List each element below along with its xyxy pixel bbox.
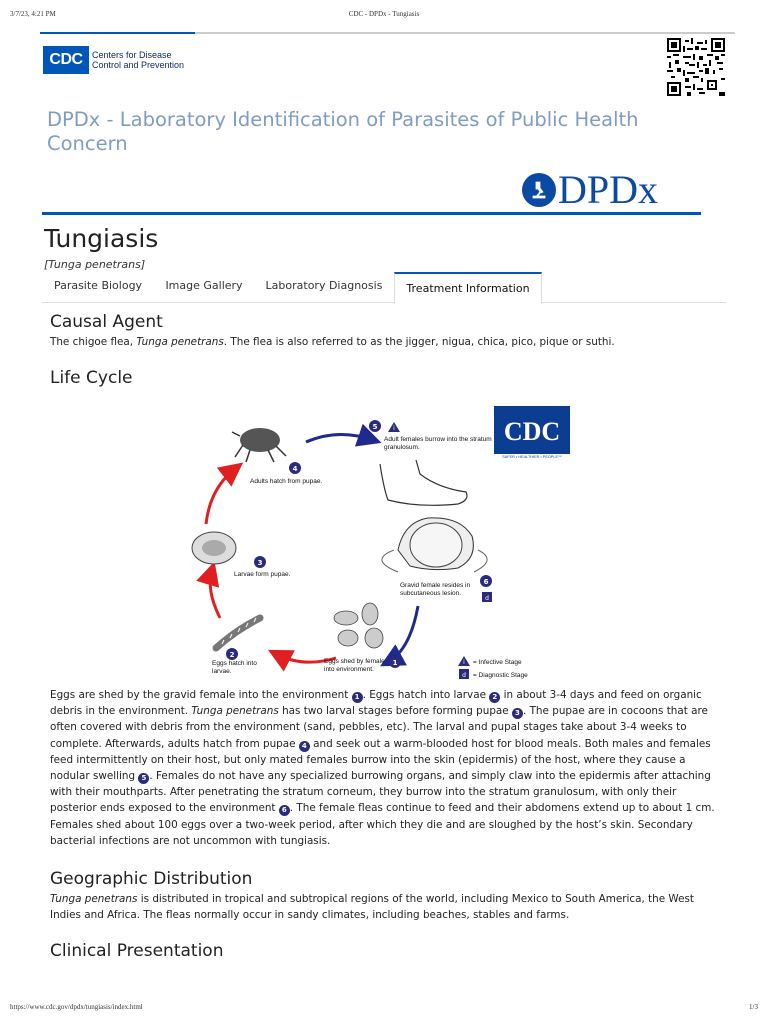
print-url: https://www.cdc.gov/dpdx/tungiasis/index.html	[10, 1003, 143, 1011]
print-header	[0, 10, 768, 24]
geographic-distribution-text: Tunga penetrans is distributed in tropical and subtropical regions of the world, including Mexico to South America, the West Indies and Africa. The fleas normally occur in sandy climates, including beaches, stables and farms.	[50, 893, 694, 922]
larvae-image	[216, 618, 260, 648]
stage-2-marker-inline: 2	[489, 692, 500, 703]
microscope-icon	[522, 173, 556, 207]
print-title: CDC - DPDx - Tungiasis	[348, 10, 420, 18]
stage-5-marker-inline: 5	[138, 773, 149, 784]
arrow-4-to-5	[306, 434, 373, 442]
life-cycle-diagram	[188, 400, 580, 688]
label-stage-1: Eggs shed by female into environment.	[324, 658, 385, 673]
cdc-logo-mark: CDC	[43, 46, 89, 74]
life-cycle-heading: Life Cycle	[50, 368, 133, 388]
legend-infective: = Infective Stage	[473, 659, 522, 666]
cdc-logo[interactable]	[43, 46, 184, 74]
foot-image	[380, 460, 467, 505]
tab-treatment-information[interactable]: Treatment Information	[394, 272, 542, 304]
legend-diagnostic-icon: d	[462, 672, 466, 679]
stage-4-marker-inline: 4	[299, 741, 310, 752]
diagnostic-marker-6: d	[485, 595, 489, 602]
qr-code-icon	[667, 38, 725, 96]
svg-text:SAFER • HEALTHIER • PEOPLE™: SAFER • HEALTHIER • PEOPLE™	[502, 455, 562, 459]
label-stage-2: Eggs hatch into larvae.	[212, 660, 257, 675]
page-subtitle: [Tunga penetrans]	[44, 258, 146, 271]
legend-infective-icon: i	[463, 659, 465, 666]
svg-text:CDC: CDC	[503, 417, 561, 446]
cdc-badge-logo	[494, 406, 570, 459]
label-stage-4: Adults hatch from pupae.	[250, 478, 323, 485]
subcutaneous-lesion-image	[382, 518, 487, 572]
clinical-presentation-heading: Clinical Presentation	[50, 941, 224, 961]
stage-4-marker: 4	[292, 465, 298, 473]
header-divider	[42, 212, 701, 215]
stage-1-marker: 1	[392, 659, 398, 667]
stage-6-marker: 6	[483, 578, 489, 586]
dpdx-logo-text: DPDx	[558, 167, 659, 212]
stage-1-marker-inline: 1	[352, 692, 363, 703]
label-stage-3: Larvae form pupae.	[234, 571, 291, 578]
dpdx-logo[interactable]	[522, 167, 659, 212]
tab-laboratory-diagnosis[interactable]: Laboratory Diagnosis	[265, 279, 383, 292]
causal-agent-heading: Causal Agent	[50, 312, 163, 332]
tab-image-gallery[interactable]: Image Gallery	[165, 279, 243, 292]
site-title: DPDx - Laboratory Identification of Parasites of Public Health Concern	[47, 108, 639, 155]
eggs-image	[334, 603, 383, 648]
print-datetime: 3/7/23, 4:21 PM	[10, 10, 56, 18]
pupae-image	[192, 532, 236, 564]
tab-bar	[42, 272, 726, 303]
page-title: Tungiasis	[44, 224, 159, 253]
stage-2-marker: 2	[229, 651, 235, 659]
cdc-logo-text: Centers for Disease Control and Prevention	[92, 50, 185, 70]
infective-marker-5: i	[393, 425, 395, 432]
adult-flea-image	[232, 428, 286, 462]
stage-6-marker-inline: 6	[279, 805, 290, 816]
print-page-number: 1/3	[749, 1003, 758, 1011]
arrow-2-to-3	[210, 570, 220, 618]
arrow-6-to-1	[388, 606, 418, 662]
label-stage-6: Gravid female resides in subcutaneous lesion.	[400, 582, 471, 597]
tab-parasite-biology[interactable]: Parasite Biology	[53, 279, 143, 292]
top-divider	[40, 32, 735, 34]
stage-5-marker: 5	[372, 423, 378, 431]
label-stage-5: Adult females burrow into the stratum granulosum.	[384, 436, 492, 451]
stage-3-marker-inline: 3	[512, 708, 523, 719]
geographic-distribution-heading: Geographic Distribution	[50, 869, 253, 889]
print-footer	[0, 1003, 768, 1017]
life-cycle-text: Eggs are shed by the gravid female into the environment 1 . Eggs hatch into larvae 2 in about 3-4 days and feed on organic debris in the environment. Tunga penetrans has two larval stages before forming pupae 3 . The pupae are in cocoons that are often covered with debris from the environment (sand, pebbles, etc). The larval and pupal stages take about 3-4 weeks to complete. Afterwards, adults hatch from pupae 4 and seek out a warm-blooded host for blood meals. Both males and females feed intermittently on their host, but only mated females burrow into the skin (epidermis) of the host, where they cause a nodular swelling 5 . Females do not have any specialized burrowing organs, and simply claw into the epidermis after attaching with their mouthparts. After penetrating the stratum corneum, they burrow into the stratum granulosum, with only their posterior ends exposed to the environment 6 . The female fleas continue to feed and their abdomens extend up to about 1 cm. Females shed about 100 eggs over a two-week period, after which they die and are sloughed by the host’s skin. Secondary bacterial infections are not uncommon with tungiasis.	[50, 689, 715, 847]
arrow-3-to-4	[206, 468, 236, 524]
stage-3-marker: 3	[257, 559, 263, 567]
causal-agent-text: The chigoe flea, Tunga penetrans. The flea is also referred to as the jigger, nigua, chica, pico, pique or suthi.	[50, 336, 615, 348]
legend-diagnostic: = Diagnostic Stage	[473, 672, 528, 679]
